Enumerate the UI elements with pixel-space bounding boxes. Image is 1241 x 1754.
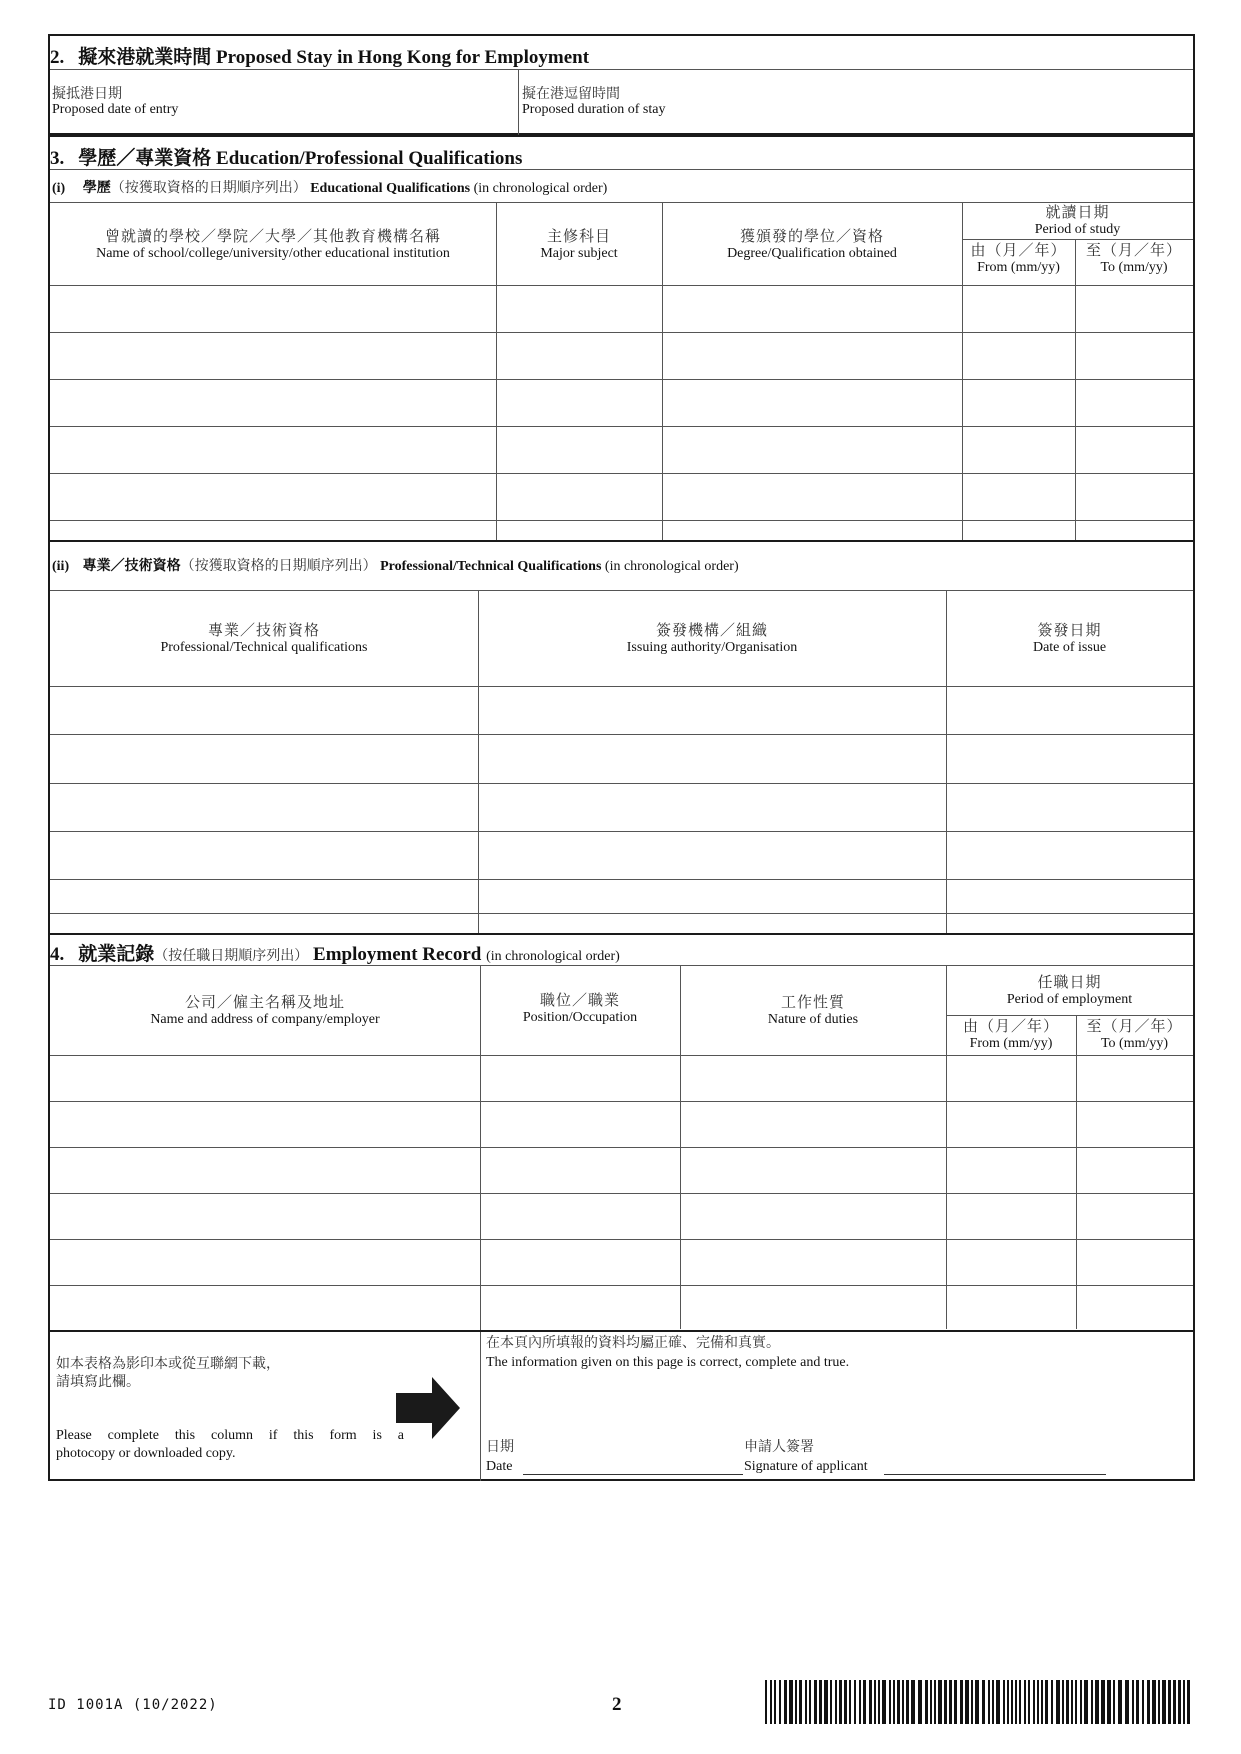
prof-cell-input[interactable] [948, 881, 1191, 925]
col-header-major-subject [496, 227, 662, 263]
barcode-bar [1071, 1680, 1073, 1724]
section-2-heading [50, 42, 589, 69]
barcode-bar [789, 1680, 793, 1724]
edu-cell-input[interactable] [664, 287, 960, 330]
emp-cell-input[interactable] [52, 1287, 478, 1328]
date-input[interactable] [523, 1451, 743, 1475]
barcode-bar [996, 1680, 1000, 1724]
label-zh: 擬在港逗留時間 [522, 86, 620, 102]
subsection-title-zh: 專業／技術資格 [82, 558, 181, 574]
signature-label [744, 1438, 868, 1476]
col-header-zh: 至（月／年） [1085, 241, 1182, 259]
label-en: Proposed duration of stay [522, 102, 666, 117]
barcode-bar [906, 1680, 909, 1724]
edu-cell-input[interactable] [52, 334, 494, 377]
barcode-bar [988, 1680, 990, 1724]
col-header-zh: 由（月／年） [962, 1017, 1059, 1035]
col-header-zh: 簽發日期 [1037, 621, 1102, 639]
barcode-bar [1041, 1680, 1043, 1724]
instruction-en: photocopy or downloaded copy. [56, 1446, 236, 1461]
barcode-bar [1162, 1680, 1166, 1724]
barcode-bar [839, 1680, 842, 1724]
edu-cell-input[interactable] [664, 522, 960, 538]
emp-cell-input[interactable] [1078, 1241, 1191, 1282]
barcode-bar [902, 1680, 904, 1724]
barcode-bar [824, 1680, 828, 1724]
barcode-bar [960, 1680, 963, 1724]
barcode-bar [971, 1680, 973, 1724]
prof-cell-input[interactable] [480, 881, 944, 925]
section-title-en: Proposed Stay in Hong Kong for Employment [216, 47, 590, 68]
section-number: 3. [50, 148, 65, 169]
col-header-company [50, 993, 480, 1029]
col-header-en: Nature of duties [767, 1012, 859, 1027]
barcode-bar [893, 1680, 895, 1724]
proposed-entry-label [52, 86, 178, 118]
emp-cell-input[interactable] [482, 1287, 678, 1328]
col-header-en: Professional/Technical qualifications [160, 640, 368, 655]
col-header-en: From (mm/yy) [977, 260, 1060, 275]
col-header-period-of-employment [946, 973, 1193, 1009]
barcode-bar [949, 1680, 952, 1724]
emp-cell-input[interactable] [682, 1195, 944, 1236]
barcode-bar [982, 1680, 985, 1724]
barcode-bar [1142, 1680, 1144, 1724]
barcode-bar [882, 1680, 886, 1724]
emp-cell-input[interactable] [948, 1241, 1074, 1282]
col-header-issuing-authority [478, 621, 946, 657]
barcode-bar [1173, 1680, 1176, 1724]
barcode-bar [765, 1680, 767, 1724]
prof-cell-input[interactable] [948, 785, 1191, 829]
barcode-bar [809, 1680, 811, 1724]
prof-cell-input[interactable] [52, 785, 476, 829]
edu-cell-input[interactable] [664, 381, 960, 424]
edu-cell-input[interactable] [52, 428, 494, 471]
barcode-bar [835, 1680, 837, 1724]
barcode-bar [1084, 1680, 1088, 1724]
emp-cell-input[interactable] [1078, 1057, 1191, 1098]
emp-cell-input[interactable] [52, 1195, 478, 1236]
barcode-bar [1062, 1680, 1064, 1724]
subsection-title-en: Professional/Technical Qualifications [380, 559, 602, 574]
col-header-to [1075, 241, 1193, 277]
emp-cell-input[interactable] [52, 1057, 478, 1098]
barcode-bar [1024, 1680, 1026, 1724]
barcode-bar [918, 1680, 922, 1724]
edu-cell-input[interactable] [1077, 428, 1191, 471]
barcode-bar [1033, 1680, 1035, 1724]
col-header-zh: 任職日期 [1037, 973, 1102, 991]
barcode-bar [1168, 1680, 1171, 1724]
emp-cell-input[interactable] [948, 1149, 1074, 1190]
edu-cell-input[interactable] [498, 475, 660, 518]
barcode-bar [844, 1680, 847, 1724]
barcode-bar [1003, 1680, 1005, 1724]
col-header-zh: 職位／職業 [539, 991, 620, 1009]
barcode-bar [911, 1680, 915, 1724]
photocopy-instruction [56, 1355, 280, 1391]
emp-cell-input[interactable] [948, 1195, 1074, 1236]
barcode-bar [1107, 1680, 1111, 1724]
prof-cell-input[interactable] [480, 736, 944, 780]
barcode-bar [849, 1680, 851, 1724]
instruction-zh: 如本表格為影印本或從互聯網下載， [56, 1356, 280, 1372]
barcode-bar [874, 1680, 876, 1724]
col-header-to [1076, 1017, 1193, 1053]
col-header-institution [50, 227, 496, 263]
barcode-bar [944, 1680, 947, 1724]
section-2-proposed-stay [48, 34, 1195, 135]
subsection-number: (ii) [52, 559, 70, 574]
section-title-en: Employment Record [313, 944, 482, 965]
barcode-bar [1066, 1680, 1069, 1724]
col-header-from [946, 1017, 1076, 1053]
emp-cell-input[interactable] [482, 1149, 678, 1190]
barcode-bar [1178, 1680, 1181, 1724]
barcode-bar [878, 1680, 880, 1724]
emp-cell-input[interactable] [1078, 1149, 1191, 1190]
col-header-zh: 工作性質 [780, 993, 845, 1011]
prof-cell-input[interactable] [480, 688, 944, 732]
barcode-bar [854, 1680, 856, 1724]
barcode-bar [795, 1680, 797, 1724]
col-header-en: From (mm/yy) [969, 1036, 1053, 1051]
barcode-bar [819, 1680, 822, 1724]
subsection-note-en: (in chronological order) [473, 181, 608, 196]
edu-cell-input[interactable] [1077, 522, 1191, 538]
barcode-bar [925, 1680, 928, 1724]
emp-cell-input[interactable] [682, 1241, 944, 1282]
barcode-bar [784, 1680, 787, 1724]
section-4-heading [50, 939, 620, 966]
subsection-note-zh: （按獲取資格的日期順序列出） [110, 180, 307, 196]
proposed-duration-of-stay-input[interactable] [730, 96, 1180, 126]
edu-cell-input[interactable] [498, 381, 660, 424]
col-header-en: Period of employment [1006, 992, 1133, 1007]
col-header-period-of-study [962, 203, 1193, 239]
instruction-zh: 請填寫此欄。 [56, 1374, 140, 1390]
emp-cell-input[interactable] [52, 1149, 478, 1190]
col-header-zh: 曾就讀的學校／學院／大學／其他教育機構名稱 [104, 227, 441, 245]
barcode-bar [1152, 1680, 1156, 1724]
col-header-en: Name and address of company/employer [150, 1012, 380, 1027]
edu-cell-input[interactable] [1077, 475, 1191, 518]
edu-cell-input[interactable] [498, 428, 660, 471]
edu-cell-input[interactable] [964, 287, 1073, 330]
barcode-bar [930, 1680, 932, 1724]
barcode-bar [992, 1680, 994, 1724]
section-4-employment-record [48, 933, 1195, 1481]
col-header-en: Issuing authority/Organisation [626, 640, 798, 655]
edu-cell-input[interactable] [664, 428, 960, 471]
col-header-professional-qualification [50, 621, 478, 657]
barcode-bar [975, 1680, 979, 1724]
prof-cell-input[interactable] [948, 688, 1191, 732]
barcode-bar [1011, 1680, 1013, 1724]
barcode-bar [897, 1680, 900, 1724]
subsection-note-zh: （按獲取資格的日期順序列出） [180, 558, 377, 574]
barcode-bar [1132, 1680, 1134, 1724]
barcode-bar [830, 1680, 832, 1724]
proposed-duration-label [522, 86, 665, 118]
form-code: ID 1001A (10/2022) [48, 1697, 218, 1713]
edu-cell-input[interactable] [52, 287, 494, 330]
col-header-zh: 至（月／年） [1086, 1017, 1183, 1035]
barcode-bar [938, 1680, 942, 1724]
barcode-bar [1051, 1680, 1053, 1724]
section-3-heading [50, 143, 522, 170]
date-label [486, 1438, 514, 1476]
label-zh: 日期 [486, 1439, 514, 1455]
col-header-zh: 獲頒發的學位／資格 [739, 227, 884, 245]
emp-cell-input[interactable] [1078, 1287, 1191, 1328]
barcode-bar [1028, 1680, 1030, 1724]
barcode-bar [1113, 1680, 1115, 1724]
prof-cell-input[interactable] [480, 833, 944, 877]
barcode-bar [1183, 1680, 1185, 1724]
col-header-en: To (mm/yy) [1100, 260, 1168, 275]
col-header-en: To (mm/yy) [1100, 1036, 1169, 1051]
edu-cell-input[interactable] [52, 522, 494, 538]
prof-cell-input[interactable] [52, 833, 476, 877]
subsection-title-en: Educational Qualifications [310, 181, 471, 196]
declaration-en: The information given on this page is correct, complete and true. [486, 1355, 850, 1370]
section-number: 4. [50, 944, 65, 965]
edu-cell-input[interactable] [52, 381, 494, 424]
col-header-zh: 專業／技術資格 [207, 621, 320, 639]
proposed-date-of-entry-input[interactable] [240, 96, 510, 126]
edu-cell-input[interactable] [964, 334, 1073, 377]
section-number: 2. [50, 47, 65, 68]
barcode-bar [869, 1680, 872, 1724]
barcode-bar [799, 1680, 802, 1724]
professional-qualifications-heading [52, 555, 739, 575]
edu-cell-input[interactable] [664, 475, 960, 518]
emp-cell-input[interactable] [682, 1149, 944, 1190]
barcode-bar [934, 1680, 936, 1724]
barcode-bar [805, 1680, 807, 1724]
emp-cell-input[interactable] [1078, 1195, 1191, 1236]
barcode-bar [954, 1680, 957, 1724]
barcode-bar [1091, 1680, 1093, 1724]
edu-cell-input[interactable] [964, 475, 1073, 518]
barcode-bar [1118, 1680, 1122, 1724]
col-header-from [962, 241, 1075, 277]
barcode-bar [1015, 1680, 1017, 1724]
barcode-bar [889, 1680, 891, 1724]
signature-input[interactable] [884, 1451, 1106, 1475]
label-en: Date [486, 1459, 513, 1474]
edu-cell-input[interactable] [498, 522, 660, 538]
subsection-number: (i) [52, 181, 66, 196]
edu-cell-input[interactable] [498, 334, 660, 377]
edu-cell-input[interactable] [964, 381, 1073, 424]
section-note-en: (in chronological order) [486, 949, 620, 964]
barcode-bar [1007, 1680, 1009, 1724]
barcode-bar [1095, 1680, 1099, 1724]
section-title-zh: 學歷／專業資格 [78, 147, 212, 169]
col-header-degree [662, 227, 962, 263]
barcode-bar [1158, 1680, 1160, 1724]
label-zh: 擬抵港日期 [52, 86, 122, 102]
emp-cell-input[interactable] [948, 1103, 1074, 1144]
section-3-education [48, 135, 1195, 935]
barcode-bar [779, 1680, 781, 1724]
barcode-bar [1136, 1680, 1139, 1724]
emp-cell-input[interactable] [482, 1057, 678, 1098]
page-number: 2 [612, 1694, 622, 1715]
edu-cell-input[interactable] [1077, 381, 1191, 424]
barcode-bar [1101, 1680, 1105, 1724]
col-header-en: Name of school/college/university/other educational institution [96, 246, 450, 261]
section-title-zh: 擬來港就業時間 [78, 46, 212, 68]
right-arrow-icon [396, 1377, 460, 1439]
edu-cell-input[interactable] [664, 334, 960, 377]
subsection-title-zh: 學歷 [82, 180, 111, 196]
label-zh: 申請人簽署 [744, 1439, 814, 1455]
barcode [765, 1680, 1195, 1724]
edu-cell-input[interactable] [1077, 287, 1191, 330]
barcode-bar [774, 1680, 776, 1724]
barcode-bar [770, 1680, 772, 1724]
declaration-zh: 在本頁內所填報的資料均屬正確、完備和真實。 [486, 1335, 780, 1351]
prof-cell-input[interactable] [52, 736, 476, 780]
col-header-position [480, 991, 680, 1027]
barcode-bar [965, 1680, 969, 1724]
emp-cell-input[interactable] [52, 1103, 478, 1144]
col-header-en: Degree/Qualification obtained [727, 246, 897, 261]
prof-cell-input[interactable] [52, 881, 476, 925]
col-header-zh: 由（月／年） [970, 241, 1067, 259]
photocopy-instruction-en [56, 1427, 404, 1463]
subsection-note-en: (in chronological order) [604, 559, 739, 574]
col-header-zh: 簽發機構／組織 [655, 621, 768, 639]
emp-cell-input[interactable] [948, 1287, 1074, 1328]
prof-cell-input[interactable] [948, 833, 1191, 877]
barcode-bar [1075, 1680, 1077, 1724]
barcode-bar [814, 1680, 817, 1724]
declaration [486, 1334, 849, 1372]
emp-cell-input[interactable] [682, 1103, 944, 1144]
educational-qualifications-heading [52, 177, 607, 197]
prof-cell-input[interactable] [480, 785, 944, 829]
prof-cell-input[interactable] [948, 736, 1191, 780]
emp-cell-input[interactable] [482, 1195, 678, 1236]
col-header-nature-of-duties [680, 993, 946, 1029]
emp-cell-input[interactable] [482, 1103, 678, 1144]
edu-cell-input[interactable] [964, 428, 1073, 471]
emp-cell-input[interactable] [52, 1241, 478, 1282]
barcode-bar [863, 1680, 866, 1724]
col-header-date-of-issue [946, 621, 1193, 657]
edu-cell-input[interactable] [52, 475, 494, 518]
section-note-zh: （按任職日期順序列出） [154, 948, 309, 964]
barcode-bar [1147, 1680, 1150, 1724]
section-title-en: Education/Professional Qualifications [216, 148, 523, 169]
edu-cell-input[interactable] [498, 287, 660, 330]
emp-cell-input[interactable] [682, 1057, 944, 1098]
barcode-bar [1019, 1680, 1021, 1724]
barcode-bar [1187, 1680, 1190, 1724]
col-header-en: Date of issue [1032, 640, 1107, 655]
section-title-zh: 就業記錄 [78, 943, 155, 965]
instruction-en: Please complete this column if this form is a [56, 1428, 404, 1443]
emp-cell-input[interactable] [682, 1287, 944, 1328]
emp-cell-input[interactable] [948, 1057, 1074, 1098]
col-header-zh: 主修科目 [546, 227, 611, 245]
emp-cell-input[interactable] [482, 1241, 678, 1282]
barcode-bar [1056, 1680, 1060, 1724]
col-header-en: Major subject [540, 246, 618, 261]
barcode-bar [1125, 1680, 1129, 1724]
barcode-bar [859, 1680, 861, 1724]
edu-cell-input[interactable] [964, 522, 1073, 538]
barcode-bar [1080, 1680, 1082, 1724]
emp-cell-input[interactable] [1078, 1103, 1191, 1144]
barcode-bar [1045, 1680, 1048, 1724]
barcode-bar [1037, 1680, 1039, 1724]
edu-cell-input[interactable] [1077, 334, 1191, 377]
prof-cell-input[interactable] [52, 688, 476, 732]
label-en: Proposed date of entry [52, 102, 179, 117]
label-en: Signature of applicant [744, 1459, 868, 1474]
col-header-en: Period of study [1034, 222, 1121, 237]
col-header-en: Position/Occupation [522, 1010, 638, 1025]
col-header-zh: 就讀日期 [1045, 203, 1110, 221]
col-header-zh: 公司／僱主名稱及地址 [184, 993, 345, 1011]
